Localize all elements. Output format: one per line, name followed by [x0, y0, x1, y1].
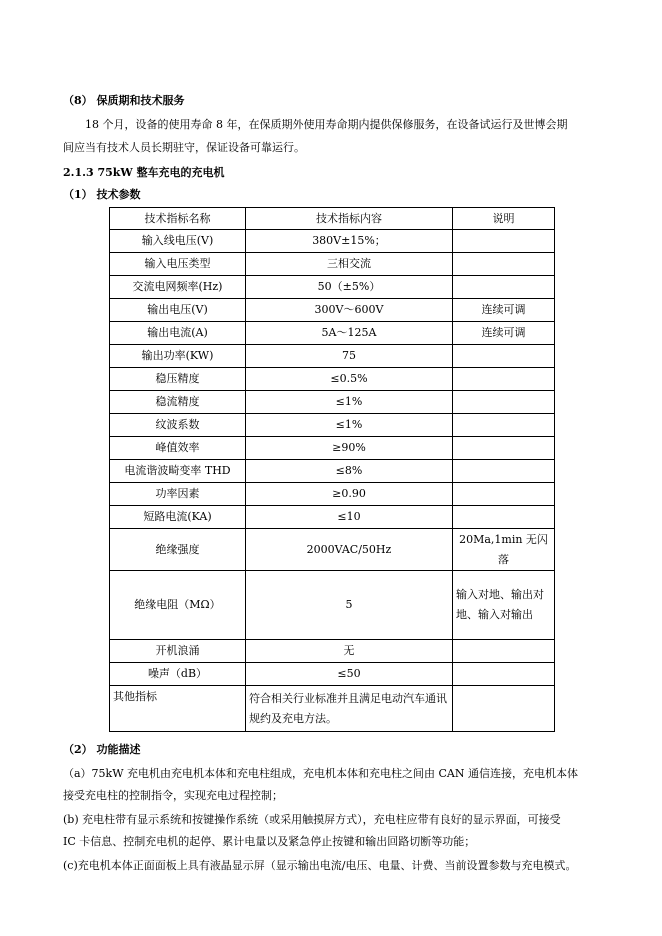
row-note — [453, 460, 555, 483]
table-body — [110, 208, 555, 732]
row-value: 50（±5%） — [246, 276, 453, 299]
row-note — [453, 391, 555, 414]
row-value: ≤10 — [246, 506, 453, 529]
row-name: 交流电网频率(Hz) — [110, 276, 246, 299]
table-row — [110, 253, 555, 276]
row-name: 电流谐波畸变率 THD — [110, 460, 246, 483]
row-note — [453, 437, 555, 460]
table-row — [110, 391, 555, 414]
row-note — [453, 368, 555, 391]
table-row — [110, 299, 555, 322]
row-note — [453, 345, 555, 368]
row-value: ≤50 — [246, 663, 453, 686]
row-name: 输出电压(V) — [110, 299, 246, 322]
row-note — [453, 506, 555, 529]
row-note: 连续可调 — [453, 322, 555, 345]
function-a-line1: （a）75kW 充电机由充电机本体和充电柱组成，充电机本体和充电柱之间由 CAN 通信连接，充电机本体 — [63, 767, 578, 780]
row-name: 绝缘强度 — [110, 529, 246, 571]
row-name: 输入线电压(V) — [110, 230, 246, 253]
table-row — [110, 686, 555, 732]
section-8-heading: （8） 保质期和技术服务 — [63, 94, 185, 107]
row-name: 其他指标 — [110, 686, 246, 732]
row-note — [453, 663, 555, 686]
row-note — [453, 276, 555, 299]
row-note — [453, 483, 555, 506]
header-note: 说明 — [453, 208, 555, 230]
row-name: 功率因素 — [110, 483, 246, 506]
row-value: ≤8% — [246, 460, 453, 483]
row-value: ≤1% — [246, 391, 453, 414]
function-c-line1: (c)充电机本体正面面板上具有液晶显示屏（显示输出电流/电压、电量、计费、当前设置参数与充电模式。 — [63, 859, 577, 872]
row-note: 20Ma,1min 无闪落 — [453, 529, 555, 571]
row-name: 输入电压类型 — [110, 253, 246, 276]
function-b-line1: (b) 充电柱带有显示系统和按键操作系统（或采用触摸屏方式），充电柱应带有良好的显示界面，可接受 — [63, 813, 561, 826]
row-value: 5 — [246, 571, 453, 640]
row-name: 绝缘电阻（MΩ） — [110, 571, 246, 640]
row-name: 稳流精度 — [110, 391, 246, 414]
row-value: 2000VAC/50Hz — [246, 529, 453, 571]
table-row — [110, 414, 555, 437]
table-row — [110, 529, 555, 571]
row-note — [453, 230, 555, 253]
row-value: 380V±15%； — [246, 230, 453, 253]
heading-2-1-3: 2.1.3 75kW 整车充电的充电机 — [63, 166, 225, 179]
table-row — [110, 483, 555, 506]
row-name: 输出功率(KW) — [110, 345, 246, 368]
header-name: 技术指标名称 — [110, 208, 246, 230]
table-row — [110, 460, 555, 483]
row-name: 稳压精度 — [110, 368, 246, 391]
warranty-paragraph-line1: 18 个月，设备的使用寿命 8 年，在保质期外使用寿命期内提供保修服务，在设备试运行及世博会期 — [85, 118, 568, 131]
table-row — [110, 640, 555, 663]
row-name: 输出电流(A) — [110, 322, 246, 345]
row-value: 75 — [246, 345, 453, 368]
row-name: 峰值效率 — [110, 437, 246, 460]
function-b-line2: IC 卡信息、控制充电机的起停、累计电量以及紧急停止按键和输出回路切断等功能； — [63, 835, 476, 848]
table-row — [110, 368, 555, 391]
row-value: ≥0.90 — [246, 483, 453, 506]
warranty-paragraph-line2: 间应当有技术人员长期驻守，保证设备可靠运行。 — [63, 141, 305, 154]
table-row — [110, 230, 555, 253]
row-note: 连续可调 — [453, 299, 555, 322]
table-row — [110, 506, 555, 529]
row-value: ≤1% — [246, 414, 453, 437]
table-row — [110, 437, 555, 460]
row-note — [453, 414, 555, 437]
row-note — [453, 253, 555, 276]
row-value: ≥90% — [246, 437, 453, 460]
row-value: ≤0.5% — [246, 368, 453, 391]
row-name: 开机浪涌 — [110, 640, 246, 663]
row-name: 噪声（dB） — [110, 663, 246, 686]
row-value: 5A～125A — [246, 322, 453, 345]
row-note: 输入对地、输出对地、输入对输出 — [453, 571, 555, 640]
row-value: 三相交流 — [246, 253, 453, 276]
technical-parameters-table — [109, 207, 555, 732]
row-value: 无 — [246, 640, 453, 663]
function-a-line2: 接受充电柱的控制指令，实现充电过程控制； — [63, 789, 283, 802]
table-row — [110, 345, 555, 368]
table-row — [110, 663, 555, 686]
header-content: 技术指标内容 — [246, 208, 453, 230]
row-note — [453, 686, 555, 732]
row-value: 300V～600V — [246, 299, 453, 322]
subheading-function-description: （2） 功能描述 — [63, 743, 141, 756]
table-header-row — [110, 208, 555, 230]
table-row — [110, 322, 555, 345]
table-row — [110, 571, 555, 640]
row-name: 短路电流(KA) — [110, 506, 246, 529]
row-value: 符合相关行业标准并且满足电动汽车通讯规约及充电方法。 — [246, 686, 453, 732]
row-note — [453, 640, 555, 663]
row-name: 纹波系数 — [110, 414, 246, 437]
table-row — [110, 276, 555, 299]
subheading-technical-parameters: （1） 技术参数 — [63, 188, 141, 201]
